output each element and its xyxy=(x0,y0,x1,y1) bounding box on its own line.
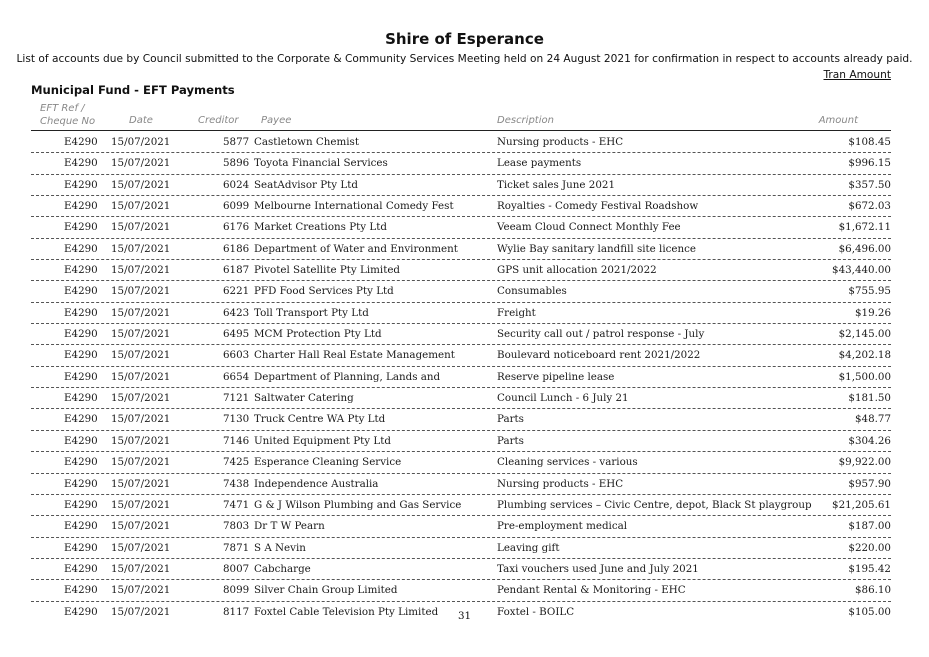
cell-eft-ref: E4290 xyxy=(64,264,98,277)
cell-date: 15/07/2021 xyxy=(111,200,171,213)
cell-payee: Department of Water and Environment xyxy=(254,242,458,255)
cell-eft-ref: E4290 xyxy=(64,242,98,255)
cell-eft-ref: E4290 xyxy=(64,584,98,597)
payments-table xyxy=(31,132,891,622)
cell-date: 15/07/2021 xyxy=(111,157,171,170)
cell-payee: PFD Food Services Pty Ltd xyxy=(254,285,394,298)
cell-amount: $108.45 xyxy=(848,136,891,148)
cell-payee: Castletown Chemist xyxy=(254,136,359,148)
cell-amount: $755.95 xyxy=(848,285,891,298)
cell-eft-ref: E4290 xyxy=(64,328,98,341)
cell-description: Consumables xyxy=(497,285,567,298)
cell-description: Boulevard noticeboard rent 2021/2022 xyxy=(497,349,701,362)
table-row xyxy=(31,474,891,495)
cell-eft-ref: E4290 xyxy=(64,306,98,319)
cell-description: Pre-employment medical xyxy=(497,520,628,533)
document-title: Shire of Esperance xyxy=(385,30,544,48)
cell-amount: $187.00 xyxy=(848,520,891,533)
table-row xyxy=(31,217,891,238)
cell-description: Taxi vouchers used June and July 2021 xyxy=(497,562,699,575)
tran-amount-label: Tran Amount xyxy=(823,69,891,81)
table-row xyxy=(31,196,891,217)
cell-creditor: 7438 xyxy=(223,477,250,490)
cell-date: 15/07/2021 xyxy=(111,498,171,511)
cell-date: 15/07/2021 xyxy=(111,370,171,383)
table-row xyxy=(31,388,891,409)
cell-payee: Truck Centre WA Pty Ltd xyxy=(254,413,386,426)
page-number: 31 xyxy=(457,610,472,622)
cell-amount: $1,672.11 xyxy=(838,221,891,234)
cell-creditor: 6099 xyxy=(223,200,250,213)
cell-date: 15/07/2021 xyxy=(111,456,171,469)
fund-heading: Municipal Fund - EFT Payments xyxy=(31,83,235,97)
cell-amount: $86.10 xyxy=(854,584,891,597)
cell-description: Nursing products - EHC xyxy=(497,477,624,490)
table-row xyxy=(31,409,891,430)
cell-eft-ref: E4290 xyxy=(64,157,98,170)
cell-description: Freight xyxy=(497,306,536,319)
cell-date: 15/07/2021 xyxy=(111,328,171,341)
cell-date: 15/07/2021 xyxy=(111,306,171,319)
cell-creditor: 6423 xyxy=(223,306,250,319)
cell-eft-ref: E4290 xyxy=(64,413,98,426)
cell-description: Foxtel - BOILC xyxy=(497,605,575,618)
cell-creditor: 6024 xyxy=(223,178,250,191)
cell-eft-ref: E4290 xyxy=(64,434,98,447)
table-row xyxy=(31,452,891,473)
cell-amount: $957.90 xyxy=(848,477,891,490)
cell-amount: $304.26 xyxy=(848,434,891,447)
cell-amount: $195.42 xyxy=(848,562,891,575)
table-row xyxy=(31,559,891,580)
cell-eft-ref: E4290 xyxy=(64,541,98,554)
cell-payee: Independence Australia xyxy=(254,477,379,490)
cell-eft-ref: E4290 xyxy=(64,178,98,191)
cell-date: 15/07/2021 xyxy=(111,541,171,554)
cell-creditor: 7130 xyxy=(223,413,250,426)
cell-creditor: 6221 xyxy=(223,285,250,298)
table-row xyxy=(31,260,891,281)
table-row xyxy=(31,153,891,174)
table-row xyxy=(31,239,891,260)
cell-description: GPS unit allocation 2021/2022 xyxy=(497,264,657,277)
cell-date: 15/07/2021 xyxy=(111,242,171,255)
cell-amount: $357.50 xyxy=(848,178,891,191)
cell-creditor: 8117 xyxy=(223,605,250,618)
cell-payee: SeatAdvisor Pty Ltd xyxy=(254,178,358,191)
cell-payee: MCM Protection Pty Ltd xyxy=(254,328,382,341)
cell-payee: Toyota Financial Services xyxy=(254,157,388,170)
cell-payee: Charter Hall Real Estate Management xyxy=(254,349,455,362)
table-row xyxy=(31,303,891,324)
cell-amount: $996.15 xyxy=(848,157,891,170)
cell-amount: $19.26 xyxy=(854,306,891,319)
cell-creditor: 7425 xyxy=(223,456,250,469)
cell-creditor: 7146 xyxy=(223,434,250,447)
cell-eft-ref: E4290 xyxy=(64,136,98,148)
cell-description: Lease payments xyxy=(497,157,582,170)
cell-eft-ref: E4290 xyxy=(64,562,98,575)
cell-payee: Melbourne International Comedy Fest xyxy=(254,200,454,213)
cell-amount: $6,496.00 xyxy=(838,242,891,255)
cell-payee: Dr T W Pearn xyxy=(254,520,325,533)
table-row xyxy=(31,324,891,345)
cell-amount: $9,922.00 xyxy=(838,456,891,469)
cell-creditor: 6186 xyxy=(223,242,250,255)
cell-payee: Saltwater Catering xyxy=(254,392,354,405)
header-description: Description xyxy=(497,115,554,126)
cell-eft-ref: E4290 xyxy=(64,285,98,298)
table-row xyxy=(31,516,891,537)
cell-payee: S A Nevin xyxy=(254,541,306,554)
cell-eft-ref: E4290 xyxy=(64,520,98,533)
cell-eft-ref: E4290 xyxy=(64,200,98,213)
cell-description: Veeam Cloud Connect Monthly Fee xyxy=(497,221,681,234)
table-row xyxy=(31,431,891,452)
cell-creditor: 7471 xyxy=(223,498,250,511)
cell-description: Plumbing services – Civic Centre, depot, Black St playgroup xyxy=(497,498,812,511)
cell-creditor: 6176 xyxy=(223,221,250,234)
cell-description: Reserve pipeline lease xyxy=(497,370,615,383)
cell-amount: $672.03 xyxy=(848,200,891,213)
cell-amount: $21,205.61 xyxy=(832,498,891,511)
cell-payee: Toll Transport Pty Ltd xyxy=(254,306,369,319)
cell-description: Parts xyxy=(497,413,524,426)
cell-amount: $2,145.00 xyxy=(838,328,891,341)
cell-date: 15/07/2021 xyxy=(111,520,171,533)
cell-amount: $220.00 xyxy=(848,541,891,554)
cell-creditor: 6654 xyxy=(223,370,250,383)
cell-description: Leaving gift xyxy=(497,541,560,554)
cell-payee: Market Creations Pty Ltd xyxy=(254,221,387,234)
cell-creditor: 7121 xyxy=(223,392,250,405)
cell-payee: Foxtel Cable Television Pty Limited xyxy=(254,605,439,618)
cell-eft-ref: E4290 xyxy=(64,392,98,405)
cell-date: 15/07/2021 xyxy=(111,605,171,618)
cell-date: 15/07/2021 xyxy=(111,477,171,490)
cell-description: Pendant Rental & Monitoring - EHC xyxy=(497,584,686,597)
document-subtitle: List of accounts due by Council submitted to the Corporate & Community Services Meeting held on 24 August 2021 for confirmation in respect to accounts already paid. xyxy=(16,53,913,65)
cell-eft-ref: E4290 xyxy=(64,221,98,234)
cell-amount: $1,500.00 xyxy=(838,370,891,383)
cell-amount: $105.00 xyxy=(848,605,891,618)
header-payee: Payee xyxy=(261,115,292,126)
header-creditor: Creditor xyxy=(198,115,239,126)
cell-date: 15/07/2021 xyxy=(111,264,171,277)
cell-description: Nursing products - EHC xyxy=(497,136,624,148)
table-row xyxy=(31,538,891,559)
cell-description: Wylie Bay sanitary landfill site licence xyxy=(497,242,696,255)
cell-description: Royalties - Comedy Festival Roadshow xyxy=(497,200,699,213)
cell-eft-ref: E4290 xyxy=(64,498,98,511)
cell-date: 15/07/2021 xyxy=(111,178,171,191)
cell-creditor: 6495 xyxy=(223,328,250,341)
cell-date: 15/07/2021 xyxy=(111,434,171,447)
cell-eft-ref: E4290 xyxy=(64,605,98,618)
cell-amount: $181.50 xyxy=(848,392,891,405)
header-amount: Amount xyxy=(818,115,858,126)
header-date: Date xyxy=(129,115,153,126)
cell-date: 15/07/2021 xyxy=(111,584,171,597)
cell-date: 15/07/2021 xyxy=(111,221,171,234)
cell-eft-ref: E4290 xyxy=(64,456,98,469)
cell-date: 15/07/2021 xyxy=(111,392,171,405)
header-eft-ref: EFT Ref / Cheque No xyxy=(40,103,96,127)
cell-eft-ref: E4290 xyxy=(64,370,98,383)
table-row xyxy=(31,132,891,153)
cell-creditor: 7871 xyxy=(223,541,250,554)
cell-description: Council Lunch - 6 July 21 xyxy=(497,392,629,405)
cell-creditor: 7803 xyxy=(223,520,250,533)
cell-creditor: 5896 xyxy=(223,157,250,170)
cell-description: Cleaning services - various xyxy=(497,456,638,469)
cell-creditor: 6187 xyxy=(223,264,250,277)
cell-amount: $48.77 xyxy=(854,413,891,426)
table-row xyxy=(31,580,891,601)
cell-date: 15/07/2021 xyxy=(111,349,171,362)
table-row xyxy=(31,175,891,196)
cell-payee: Silver Chain Group Limited xyxy=(254,584,398,597)
cell-creditor: 6603 xyxy=(223,349,250,362)
cell-creditor: 5877 xyxy=(223,136,250,148)
table-row xyxy=(31,495,891,516)
cell-payee: United Equipment Pty Ltd xyxy=(254,434,391,447)
cell-amount: $43,440.00 xyxy=(832,264,891,277)
cell-description: Parts xyxy=(497,434,524,447)
cell-description: Security call out / patrol response - July xyxy=(497,328,705,341)
cell-date: 15/07/2021 xyxy=(111,285,171,298)
table-row xyxy=(31,345,891,366)
cell-creditor: 8099 xyxy=(223,584,250,597)
cell-payee: G & J Wilson Plumbing and Gas Service xyxy=(254,498,462,511)
cell-description: Ticket sales June 2021 xyxy=(497,178,616,191)
header-rule xyxy=(31,130,891,131)
table-row xyxy=(31,367,891,388)
cell-date: 15/07/2021 xyxy=(111,562,171,575)
cell-payee: Cabcharge xyxy=(254,562,311,575)
cell-creditor: 8007 xyxy=(223,562,250,575)
cell-payee: Department of Planning, Lands and xyxy=(254,370,441,383)
cell-eft-ref: E4290 xyxy=(64,349,98,362)
cell-payee: Pivotel Satellite Pty Limited xyxy=(254,264,401,277)
table-row xyxy=(31,281,891,302)
cell-date: 15/07/2021 xyxy=(111,413,171,426)
cell-amount: $4,202.18 xyxy=(838,349,891,362)
cell-eft-ref: E4290 xyxy=(64,477,98,490)
cell-payee: Esperance Cleaning Service xyxy=(254,456,402,469)
cell-date: 15/07/2021 xyxy=(111,136,171,148)
